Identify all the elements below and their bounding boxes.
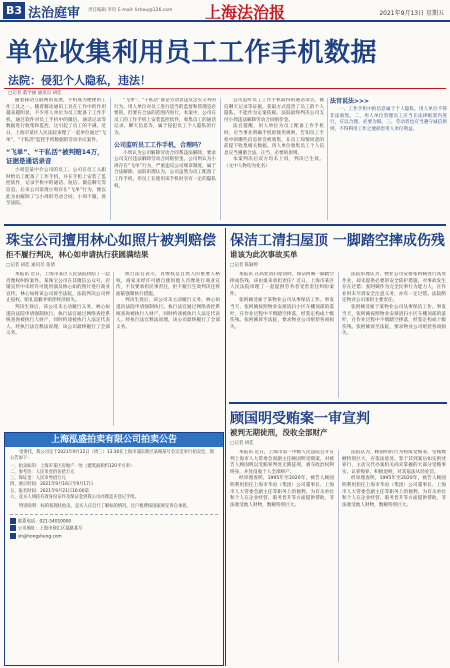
article-paragraph: 经审理查明，1995年至2020年，被告人顾国明利用担任上海市华谊（集团）公司董事长、上海市人大常委会副主任等职务上的便利，为有关单位和个人在企业经营、职务晋升等方面提供帮助，非法收受他人财物，数额特别巨大。 [230,476,334,508]
column-divider [110,98,111,220]
auction-intro: 受委托，我公司定于2021年9月22日（周三）13:30在上海市浦东新区某路某号会议室举行拍卖会，现公告如下： [10,450,214,462]
lead-headline: 单位收集利用员工工作手机数据 [6,38,378,68]
auction-item: 一、拍卖标的：上海市某区房地产一处（建筑面积约120平方米） [10,464,135,470]
newspaper-masthead: 上海法治报 [205,3,286,22]
article-cleaner-byline: □记者 陈颖婷 [230,263,259,268]
article-cleaner-headline: 保洁工清扫屋顶 一脚踏空摔成伤残 [230,233,445,249]
lead-column-1 [6,98,106,222]
location-icon [10,525,16,531]
article-jewelry-column-1 [6,272,110,428]
lead-section-head: 公司监听员工工作手机，合理吗？ [114,141,205,149]
email-icon [10,533,16,539]
section-title: 法治庭审 [28,6,81,21]
article-paragraph: 张阿姨受雇于某物业公司从事保洁工作。事发当天，张阿姨按照物业安排清扫小区车棚顶部的落叶，在作业过程中不慎踏空摔落，经鉴定构成十级伤残。张阿姨诉至法院，要求物业公司赔偿各项损失。 [230,298,334,330]
page-number: B3 [3,2,25,19]
article-bribery-column-2 [342,450,446,664]
auction-title: 上海泓盛拍卖有限公司拍卖公告 [5,433,223,447]
auction-contact: 021-54010000 [39,519,72,525]
lead-paragraph: 本案判决后双方均未上诉，判决已生效。 （文中人物均为化名） [224,157,324,169]
column-divider [327,98,328,220]
auction-item: 四、展示时间：2021年9月16日至9月17日 [10,482,94,488]
article-paragraph: 判决生效后，该公司未主动履行义务，林心如遂向法院申请强制执行。执行法官通过网络查控系统查询被执行人财产，同时约谈被执行人法定代表人。经执行法官释法说理，该公司最终履行了全部义务。 [6,304,110,337]
column-divider [338,272,339,398]
article-paragraph: 本报讯 在高处清扫屋顶时，保洁阿姨一脚踏空摔成伤残，该由谁来承担责任？近日，上海市某区人民法院审理了一起提供劳务者受害责任纠纷案件。 [230,272,334,297]
lead-paragraph: 随着移动互联网的发展，手机成为便捷的工作工具之一。随着移动通讯工具在工作中的作用越来越明显，不少用人单位为员工配备了工作手机，通过软件对员工手机中的微信、通话记录等数据进行收集和监控，这引起了员工的不满。近日，上海市某区人民法院审理了一起单位通过“飞单”、“干私活”监控手机数据的劳动争议案件。 [6,98,106,143]
article-cleaner-subheadline: 谁该为此次事故买单 [230,250,298,259]
column-divider [338,450,339,662]
auction-item: 五、报名时间：2021年9月21日16:00前 [10,488,89,494]
article-jewelry-byline: □记者 胡佳 通讯员 张倩 [6,263,56,268]
article-bribery-subheadline: 被判无期徒刑，没收全部财产 [230,428,328,437]
lead-column-2 [114,98,216,222]
auction-notice [4,432,224,666]
article-cleaner-column-2 [342,272,446,400]
phone-icon [10,518,16,524]
lead-column-3 [224,98,324,222]
auction-contact-label: 联系电话： [18,519,40,525]
judge-comment-text: 一、工作手机中的信息属于个人隐私，用人单位不得非法收集。二、用人单位管理员工应当在法律框架内进行，应以合理、必要为限。三、劳动者也应当遵守诚信原则，不得利用工作之便损害用人单位利益。 [330,107,447,132]
lead-paragraph: 小周认为公司解除劳动合同系违法解除，要求公司支付违法解除劳动合同赔偿金。公司则认为小周存在“飞单”行为，严重违反公司规章制度，属于合法解除。法院审理认为，公司虽然为员工配备了工作手机，但员工在使用该手机时享有一定的隐私权。 [114,150,216,189]
lead-paragraph: 小周是某中介公司的员工。公司在员工入职时给员工配备了工作手机，并在手机上安装了监控软件，记录手机中的通话、短信、微信聊天等信息。后来公司发现小周存在“飞单”行为，便以此为由解除了与小周的劳动合同，小周不服，诉至法院。 [6,168,106,207]
page-header [0,0,450,22]
auction-item: 六、竞买人须持有效身份证件及保证金到我公司办理竞买登记手续。 [10,494,139,500]
article-paragraph: 经审理查明，1995年至2020年，被告人顾国明利用担任上海市华谊（集团）公司董事长、上海市人大常委会副主任等职务上的便利，为有关单位和个人在企业经营、职务晋升等方面提供帮助，非法收受他人财物，数额特别巨大。 [342,476,446,508]
article-paragraph: 法院认为，顾国明的行为构成受贿罪，受贿数额特别巨大，应依法惩处。鉴于其到案后如实供述罪行，主动交代办案机关尚未掌握的大部分受贿事实，认罪悔罪，积极退赃，对其依法从轻处罚。 [342,450,446,475]
article-paragraph: 张阿姨受雇于某物业公司从事保洁工作。事发当天，张阿姨按照物业安排清扫小区车棚顶部的落叶，在作业过程中不慎踏空摔落，经鉴定构成十级伤残。张阿姨诉至法院，要求物业公司赔偿各项损失。 [342,304,446,337]
lead-paragraph: 法官提醒，用人单位为员工配备工作手机时，应当事先明确手机的使用规则，告知员工手机中的哪些信息将会被收集，在员工知情同意的前提下收集相关数据。用人单位收集员工个人信息应当遵循合法、正当、必要的原则。 [224,124,324,156]
section-rule [4,224,446,226]
article-jewelry-column-2 [116,272,220,428]
lead-paragraph: “飞单”、“干私活”都是劳动者违反忠实义务的行为，用人单位对员工进行适当的监督和管理是必要的，但要在合法的范围内进行。本案中，公司在员工的工作手机上安装监控软件，收集员工的通话记录、聊天信息等，属于侵犯员工个人隐私的行为。 [114,98,216,136]
article-jewelry-subheadline: 拒不履行判决，林心如申请执行获圆满结果 [6,250,149,259]
lead-paragraph: 公司监听员工工作手机取得的通话录音、微信聊天记录等证据，获取方式侵害了员工的个人隐私，不能作为定案依据。法院最终判决公司支付小周违法解除劳动合同赔偿金。 [224,98,324,123]
auction-item: 二、参考价：人民币壹佰伍拾万元 [10,470,75,476]
article-bribery-byline: □记者 胡佳 [230,441,254,446]
page-divider [225,228,226,666]
auction-email: sh@hongsheng.com [18,534,62,540]
auction-note: 特别说明：标的按现状拍卖，竞买人应自行了解标的情况，过户税费按国家规定各自承担。 [19,503,191,509]
lead-byline: □记者 董学丽 通讯员 胡佳 [8,91,62,96]
article-cleaner-column-1 [230,272,334,400]
article-paragraph: 法院审理认为，物业公司安排张阿姨进行高处作业，却未提供必要的安全防护措施，对事故发生存在过错；张阿姨作为完全民事行为能力人，在作业时未尽到安全注意义务，亦有一定过错。法院酌定物业公司承担主要责任。 [342,272,446,304]
article-bribery-headline: 顾国明受贿案一审宣判 [230,411,370,427]
judge-comment-box [330,96,447,220]
article-paragraph: 本报讯 近日，上海市某区人民法院执结了一起肖像权纠纷案件。某珠宝公司在其微信公众号、店铺宣传中未经许可使用演员林心如的照片进行商业宣传。林心如将该公司诉至法院，法院判决公司停止侵权、赔礼道歉并赔偿经济损失。 [6,272,110,304]
article-paragraph: 执行法官表示，肖像权是自然人的重要人格权，商家未经许可擅自使用他人肖像进行商业宣传，不仅要承担民事责任，拒不履行生效判决还将面临强制执行措施。 [116,272,220,297]
auction-address: 上海市徐汇区某路某号 [39,526,83,532]
issue-date: 2021年9月13日 星期五 [379,10,444,17]
lead-section-head: “飞单”、“干私活”被判赔14万，证据是通话录音 [6,148,104,166]
article-jewelry-headline: 珠宝公司擅用林心如照片被判赔偿 [6,233,216,249]
column-divider [113,272,114,426]
column-divider [220,98,221,220]
article-bribery-column-1 [230,450,334,664]
lead-subheadline: 法院：侵犯个人隐私，违法！ [8,74,151,87]
article-paragraph: 本报讯 近日，上海市第一中级人民法院公开宣判上海市人大常委会原副主任顾国明受贿案，对被告人顾国明以受贿罪判处无期徒刑，剥夺政治权利终身，并处没收个人全部财产。 [230,450,334,475]
article-paragraph: 判决生效后，该公司未主动履行义务，林心如遂向法院申请强制执行。执行法官通过网络查控系统查询被执行人财产，同时约谈被执行人法定代表人。经执行法官释法说理，该公司最终履行了全部义务。 [116,298,220,330]
section-rule [229,402,447,404]
editor-info: 责任编辑 李钧 E-mail: lishou@126.com [88,8,173,13]
lead-rule [4,88,446,89]
auction-item: 三、保证金：人民币叁拾万元 [10,476,66,482]
judge-comment-title: 法官说法>>> [330,98,370,105]
auction-address-label: 公司地址： [18,526,40,532]
